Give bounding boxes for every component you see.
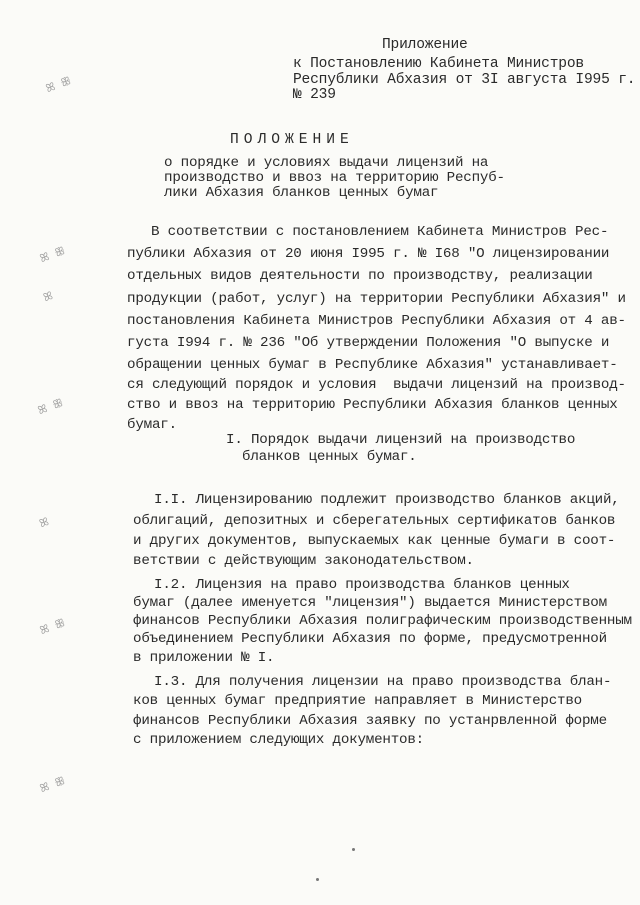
text-line: бумаг. (127, 417, 177, 433)
text-line: I.I. Лицензированию подлежит производство бланков акций, (154, 492, 620, 508)
title-sub: о порядке и условиях выдачи лицензий на (164, 155, 489, 171)
text-line: с приложением следующих документов: (133, 732, 424, 748)
header-date: Республики Абхазия от 3I августа I995 г. (293, 72, 636, 88)
margin-mark: ꕤ ꕥ (38, 775, 68, 797)
text-line: в приложении № I. (133, 650, 275, 666)
margin-mark: ꕤ ꕥ (44, 75, 74, 97)
text-line: I.3. Для получения лицензии на право производства блан- (154, 674, 612, 690)
text-line: объединением Республики Абхазия по форме, предусмотренной (133, 631, 607, 647)
text-line: В соответствии с постановлением Кабинета Министров Рес- (151, 224, 609, 240)
text-line: публики Абхазия от 20 июня I995 г. № I68 "О лицензировании (127, 246, 610, 262)
margin-mark: ꕤ (38, 516, 51, 532)
text-line: облигаций, депозитных и сберегательных сертификатов банков (133, 513, 616, 529)
margin-mark: ꕤ (42, 290, 55, 306)
text-line: продукции (работ, услуг) на территории Республики Абхазия" и (127, 291, 626, 307)
header-number: № 239 (293, 87, 336, 103)
speck (316, 878, 319, 881)
text-line: ся следующий порядок и условия выдачи лицензий на производ- (127, 377, 626, 393)
text-line: и других документов, выпускаемых как ценные бумаги в соот- (133, 533, 616, 549)
text-line: I.2. Лицензия на право производства бланков ценных (154, 577, 570, 593)
margin-mark: ꕤ ꕥ (38, 617, 68, 639)
text-line: отдельных видов деятельности по производству, реализации (127, 268, 593, 284)
header-decree: к Постановлению Кабинета Министров (293, 56, 584, 72)
section-heading: бланков ценных бумаг. (242, 449, 417, 465)
speck (352, 848, 355, 851)
title-sub: лики Абхазия бланков ценных бумаг (164, 185, 439, 201)
title-sub: производство и ввоз на территорию Респуб- (164, 170, 505, 186)
margin-mark: ꕤ ꕥ (36, 397, 66, 419)
text-line: финансов Республики Абхазия полиграфическим производственным (133, 613, 632, 629)
text-line: обращении ценных бумаг в Республике Абхазия" устанавливает- (127, 357, 618, 373)
text-line: ков ценных бумаг предприятие направляет в Министерство (133, 693, 582, 709)
document-title: ПОЛОЖЕНИЕ (230, 132, 354, 148)
section-heading: I. Порядок выдачи лицензий на производство (226, 432, 576, 448)
text-line: ветствии с действующим законодательством. (133, 553, 474, 569)
text-line: постановления Кабинета Министров Республики Абхазия от 4 ав- (127, 313, 626, 329)
text-line: бумаг (далее именуется "лицензия") выдается Министерством (133, 595, 607, 611)
text-line: густа I994 г. № 236 "Об утверждении Положения "О выпуске и (127, 335, 610, 351)
header-appendix: Приложение (382, 37, 468, 53)
text-line: ство и ввоз на территорию Республики Абхазия бланков ценных (127, 397, 618, 413)
margin-mark: ꕤ ꕥ (38, 245, 68, 267)
text-line: финансов Республики Абхазия заявку по устанрвленной форме (133, 713, 607, 729)
